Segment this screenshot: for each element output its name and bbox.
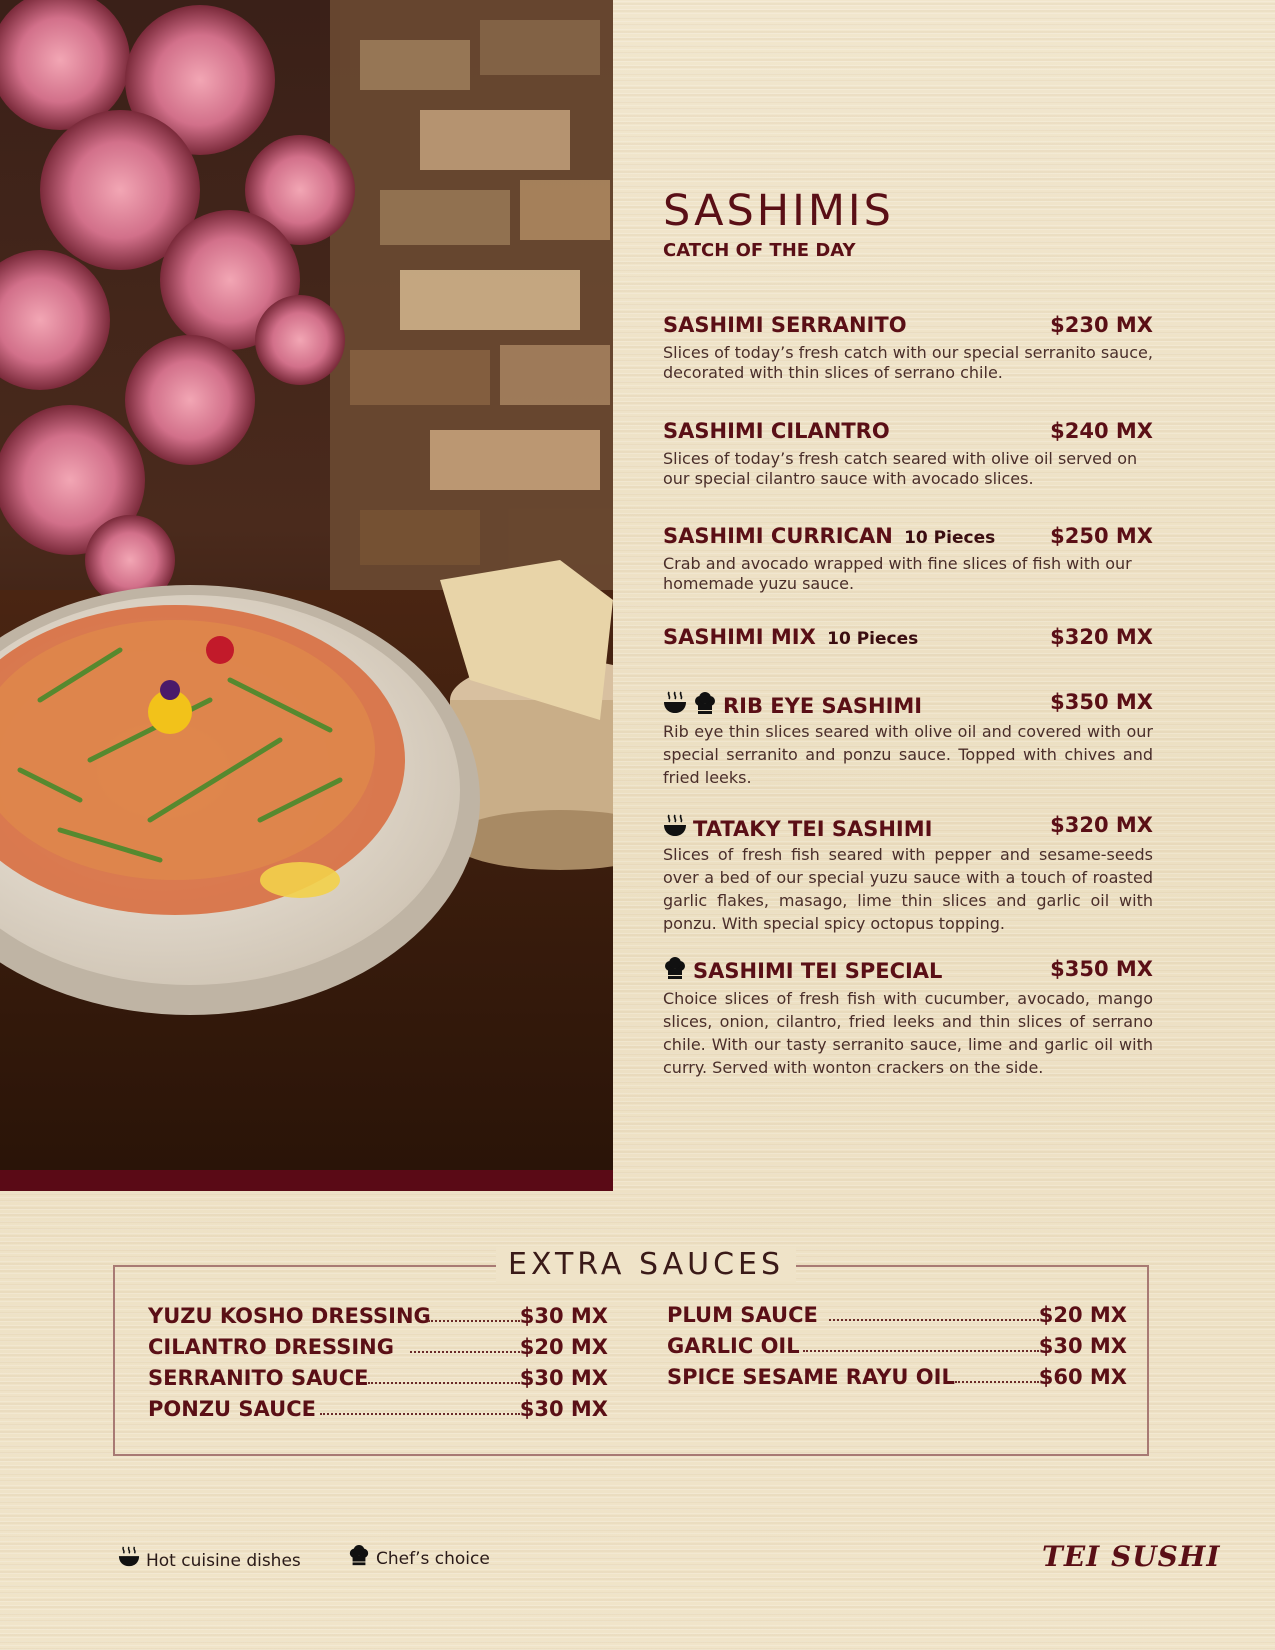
sauce-name: PONZU SAUCE [148, 1397, 316, 1421]
section-title: SASHIMIS [663, 186, 894, 236]
item-description: Crab and avocado wrapped with fine slices of fish with our homemade yuzu sauce. [663, 554, 1132, 593]
menu-item [663, 313, 1153, 383]
dot-leader [428, 1320, 520, 1322]
dot-leader [955, 1381, 1039, 1383]
sauce-price: $30 MX [519, 1366, 608, 1390]
item-price: $350 MX [1050, 957, 1153, 981]
dot-leader [368, 1382, 520, 1384]
hot-bowl-icon [663, 690, 687, 721]
chef-hat-icon [663, 957, 687, 986]
sauce-row [148, 1304, 608, 1332]
item-description: Choice slices of fresh fish with cucumber, avocado, mango slices, onion, cilantro, fried leeks and thin slices of serrano chile. With our tasty serranito sauce, lime and garlic oil with curry. Served with wonton crackers on the side. [663, 989, 1153, 1077]
sauce-row [148, 1366, 608, 1394]
hot-bowl-icon [118, 1545, 140, 1574]
sauce-row [667, 1334, 1127, 1362]
accent-bar [0, 1170, 613, 1191]
chef-hat-icon [693, 692, 717, 721]
item-price: $240 MX [1050, 419, 1153, 443]
sauce-name: YUZU KOSHO DRESSING [148, 1304, 431, 1328]
dot-leader [803, 1350, 1039, 1352]
chef-hat-icon [348, 1545, 370, 1572]
item-description: Slices of today’s fresh catch seared with olive oil served on our special cilantro sauce with avocado slices. [663, 449, 1138, 488]
sauces-title: EXTRA SAUCES [496, 1247, 796, 1282]
item-pieces: 10 Pieces [827, 629, 919, 649]
item-price: $320 MX [1050, 625, 1153, 649]
dot-leader [320, 1413, 520, 1415]
dot-leader [829, 1319, 1039, 1321]
hot-bowl-icon [663, 813, 687, 844]
legend-hot [118, 1545, 301, 1574]
item-name: SASHIMI CURRICAN [663, 524, 893, 548]
item-price: $250 MX [1050, 524, 1153, 548]
sauce-name: SERRANITO SAUCE [148, 1366, 369, 1390]
legend-chef-label: Chef’s choice [376, 1549, 490, 1569]
brand-logo: TEI SUSHI [1042, 1540, 1221, 1573]
dot-leader [410, 1351, 520, 1353]
item-name-row [663, 625, 918, 649]
item-description: Slices of today’s fresh catch with our special serranito sauce, decorated with thin slices of serrano chile. [663, 343, 1153, 382]
item-price: $350 MX [1050, 690, 1153, 714]
item-description: Slices of fresh fish seared with pepper and sesame-seeds over a bed of our special yuzu sauce with a touch of roasted garlic flakes, masago, lime thin slices and garlic oil with ponzu. With special spicy octopus topping. [663, 845, 1153, 933]
item-name: SASHIMI MIX [663, 625, 816, 649]
item-name-row [663, 690, 922, 721]
item-name: TATAKY TEI SASHIMI [693, 817, 933, 841]
item-name: SASHIMI TEI SPECIAL [693, 959, 943, 983]
menu-item [663, 957, 1153, 1079]
sauce-price: $30 MX [519, 1304, 608, 1328]
item-price: $230 MX [1050, 313, 1153, 337]
sauce-name: CILANTRO DRESSING [148, 1335, 394, 1359]
sashimi-plate-image [0, 0, 613, 1170]
sauce-name: GARLIC OIL [667, 1334, 800, 1358]
sauce-row [148, 1335, 608, 1363]
menu-item [663, 625, 1153, 655]
sauce-row [667, 1365, 1127, 1393]
item-name-row [663, 524, 995, 548]
sauce-name: SPICE SESAME RAYU OIL [667, 1365, 955, 1389]
item-name: SASHIMI SERRANITO [663, 313, 907, 337]
sauce-row [148, 1397, 608, 1425]
sauce-price: $20 MX [519, 1335, 608, 1359]
sauce-price: $60 MX [1038, 1365, 1127, 1389]
item-name-row [663, 957, 942, 986]
sauce-row [667, 1303, 1127, 1331]
item-price: $320 MX [1050, 813, 1153, 837]
section-subtitle: CATCH OF THE DAY [663, 240, 856, 261]
sauce-price: $30 MX [1038, 1334, 1127, 1358]
item-name: RIB EYE SASHIMI [723, 694, 923, 718]
item-description: Rib eye thin slices seared with olive oil and covered with our special serranito and ponzu sauce. Topped with chives and fried leeks. [663, 722, 1153, 787]
item-pieces: 10 Pieces [904, 528, 996, 548]
item-name-row [663, 813, 932, 844]
menu-item [663, 524, 1153, 594]
legend-hot-label: Hot cuisine dishes [146, 1551, 301, 1571]
sauce-name: PLUM SAUCE [667, 1303, 818, 1327]
food-photo [0, 0, 613, 1170]
menu-item [663, 419, 1153, 489]
sauce-price: $30 MX [519, 1397, 608, 1421]
menu-item [663, 690, 1153, 789]
menu-item [663, 813, 1153, 935]
sauce-price: $20 MX [1038, 1303, 1127, 1327]
legend-chef [348, 1545, 490, 1572]
item-name: SASHIMI CILANTRO [663, 419, 890, 443]
